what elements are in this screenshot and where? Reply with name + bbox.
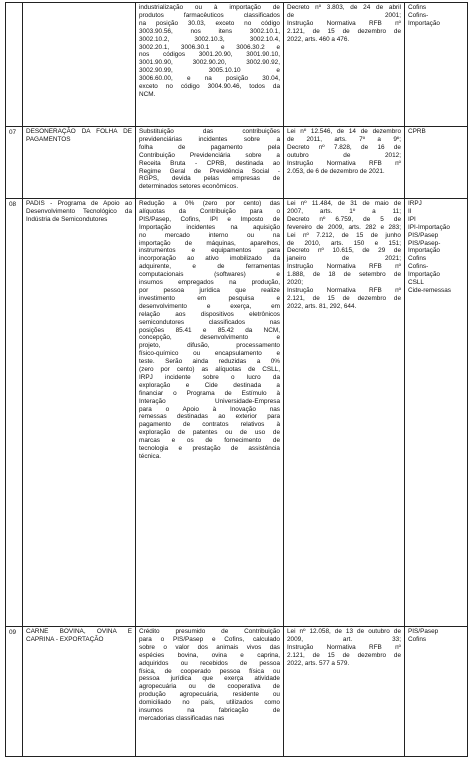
text-line: semicondutores classificados nas <box>139 318 280 326</box>
text-line: concepção, desenvolvimento e <box>139 334 280 342</box>
text-line: Interação Universidade-Empresa <box>139 397 280 405</box>
text-line: CAPRINA - EXPORTAÇÃO <box>26 635 104 643</box>
table-row <box>6 127 468 199</box>
text-line: industrialização ou à importação de <box>139 4 280 11</box>
legal-basis-cell <box>284 127 405 199</box>
text-line: remessas destinadas ao exterior para <box>139 413 280 421</box>
text-line: Instrução Normativa RFB nº <box>287 286 401 294</box>
text-line: CSLL <box>408 279 424 287</box>
text-line: para o PIS/Pasep e Cofins, calculado <box>139 635 280 643</box>
text-line: PIS/Pasep, Cofins, IPI e Imposto de <box>139 215 280 223</box>
text-line: Substituição das contribuições <box>139 128 280 135</box>
text-line: 3002.20.1, 3006.30.1 e 3006.30.2 e <box>139 43 280 51</box>
text-line: 3006.60.00, e na posição 30.04, <box>139 75 280 83</box>
text-line: 2022, arts. 81, 292, 644. <box>287 302 357 310</box>
text-line: 2.121, de 15 de dezembro de <box>287 294 401 302</box>
benefit-description-cell <box>136 3 284 127</box>
text-line: pagamento de contratos relativos à <box>139 421 280 429</box>
text-line: Cofins- <box>408 263 429 271</box>
text-line: 2.053, de 6 de dezembro de 2021. <box>287 167 385 175</box>
text-line: 2020; <box>287 279 303 287</box>
text-line: IRPJ <box>408 200 422 207</box>
benefit-description-cell <box>136 627 284 757</box>
legal-basis-cell <box>284 627 405 757</box>
benefit-title-cell <box>23 199 136 627</box>
text-line: 2.121, de 15 de dezembro de <box>287 27 401 35</box>
text-line: agropecuária ou de cooperativa de <box>139 683 280 691</box>
taxes-cell <box>405 627 468 757</box>
text-line: Cofins <box>408 635 427 643</box>
text-line: Contribuição Previdenciária sobre a <box>139 151 280 159</box>
text-line: (zero por cento) as alíquotas de CSLL, <box>139 366 280 374</box>
text-line: 3002.10.2, 3002.10.3, 3002.10.4, <box>139 35 280 43</box>
text-line: físico-químico ou encapsulamento e <box>139 350 280 358</box>
text-line: CARNE BOVINA, OVINA E <box>26 628 132 635</box>
text-line: Instrução Normativa RFB nº <box>287 19 401 27</box>
item-number: 07 <box>6 127 23 199</box>
text-line: Crédito presumido de Contribuição <box>139 628 280 635</box>
text-line: Lei nº 12.058, de 13 de outubro de <box>287 628 401 635</box>
text-line: outubro de 2012; <box>287 151 401 159</box>
text-line: relação aos dispositivos eletrônicos <box>139 310 280 318</box>
benefit-description-cell <box>136 127 284 199</box>
text-line: previdenciárias incidentes sobre a <box>139 135 280 143</box>
text-line: Decreto nº 3.803, de 24 de abril <box>287 4 401 11</box>
text-line: Importação incidentes na aquisição <box>139 223 280 231</box>
text-line: NCM. <box>139 90 156 98</box>
text-line: Cofins <box>408 4 427 11</box>
text-line: Instrução Normativa RFB nº <box>287 159 401 167</box>
text-line: 2009, art. 33; <box>287 635 401 643</box>
benefit-title-cell <box>23 3 136 127</box>
text-line: adquirente, e de ferramentas <box>139 263 280 271</box>
text-line: tecnologia e prestação de assistência <box>139 445 280 453</box>
text-line: pessoa jurídica que exerça atividade <box>139 675 280 683</box>
text-line: Decreto nº 7.828, de 16 de <box>287 143 401 151</box>
text-line: de 2011, arts. 7º a 9º; <box>287 135 401 143</box>
text-line: sobre o valor dos animais vivos das <box>139 643 280 651</box>
legal-basis-cell <box>284 3 405 127</box>
text-line: fevereiro de 2009, arts. 282 e 283; <box>287 223 401 231</box>
text-line: folha de pagamento pela <box>139 143 280 151</box>
text-line: para o Apoio à Inovação nas <box>139 405 280 413</box>
text-line: Desenvolvimento Tecnológico da <box>26 207 132 215</box>
legal-basis-cell <box>284 199 405 627</box>
item-number: 09 <box>6 627 23 757</box>
text-line: Instrução Normativa RFB nº <box>287 643 401 651</box>
text-line: computacionais (softwares) e <box>139 271 280 279</box>
text-line: 1.888, de 18 de setembro de <box>287 271 401 279</box>
text-line: exploração de patentes ou de uso de <box>139 429 280 437</box>
text-line: exploração e Cide destinada a <box>139 381 280 389</box>
text-line: na posição 30.03, exceto no código <box>139 19 280 27</box>
text-line: Indústria de Semicondutores <box>26 215 108 223</box>
text-line: produtos farmacêuticos classificados <box>139 11 280 19</box>
text-line: 3002.90.99, 3005.10.10 e <box>139 67 280 75</box>
text-line: insumos empregados na produção, <box>139 279 280 287</box>
text-line: Cide-remessas <box>408 286 451 294</box>
item-number <box>6 3 23 127</box>
text-line: domiciliado no país, utilizados como <box>139 699 280 707</box>
text-line: 2007, arts. 1º a 11; <box>287 207 401 215</box>
text-line: Lei nº 11.484, de 31 de maio de <box>287 200 401 207</box>
text-line: PADIS - Programa de Apoio ao <box>26 200 132 207</box>
text-line: espécies bovina, ovina e caprina, <box>139 651 280 659</box>
text-line: Cofins- <box>408 11 429 19</box>
text-line: PAGAMENTOS <box>26 135 71 143</box>
text-line: de 2010, arts. 150 e 151; <box>287 239 401 247</box>
table-row <box>6 199 468 627</box>
text-line: nos códigos 3001.20.90, 3001.90.10, <box>139 51 280 59</box>
text-line: marcas e os de fornecimento de <box>139 437 280 445</box>
text-line: projeto, difusão, processamento <box>139 342 280 350</box>
text-line: Decreto nº 10.615, de 29 de <box>287 247 401 255</box>
text-line: investimento em pesquisa e <box>139 294 280 302</box>
text-line: teste. Serão ainda reduzidas a 0% <box>139 358 280 366</box>
text-line: insumos na fabricação de <box>139 707 280 715</box>
text-line: Cofins <box>408 255 427 263</box>
text-line: 3003.90.56, nos itens 3002.10.1, <box>139 27 280 35</box>
text-line: PIS/Pasep- <box>408 239 441 247</box>
text-line: PIS/Pasep <box>408 628 439 635</box>
text-line: determinados setores econômicos. <box>139 183 239 191</box>
text-line: CPRB <box>408 128 426 135</box>
text-line: IRPJ incidente sobre o lucro da <box>139 373 280 381</box>
text-line: Regime Geral de Previdência Social - <box>139 167 280 175</box>
item-number: 08 <box>6 199 23 627</box>
benefit-title-cell <box>23 127 136 199</box>
benefit-description-cell <box>136 199 284 627</box>
text-line: adquiridos ou recebidos de pessoa <box>139 659 280 667</box>
text-line: no mercado interno ou na <box>139 231 280 239</box>
text-line: RGPS, devida pelas empresas de <box>139 175 280 183</box>
text-line: de 2001; <box>287 11 401 19</box>
table-row <box>6 3 468 127</box>
text-line: Importação <box>408 247 440 255</box>
text-line: Importação <box>408 271 440 279</box>
text-line: 2022, arts. 460 a 476. <box>287 35 350 43</box>
text-line: técnica. <box>139 453 162 460</box>
text-line: Decreto nº 6.759, de 5 de <box>287 215 401 223</box>
text-line: desenvolvimento e exerça, em <box>139 302 280 310</box>
text-line: exceto no código 3004.90.46, todos da <box>139 83 280 91</box>
text-line: posições 85.41 e 85.42 da NCM, <box>139 326 280 334</box>
text-line: Lei nº 12.546, de 14 de dezembro <box>287 128 401 135</box>
text-line: alíquotas da Contribuição para o <box>139 207 280 215</box>
text-line: mercadorias classificadas nas <box>139 714 225 722</box>
text-line: 2022, arts. 577 a 579. <box>287 659 350 667</box>
text-line: física, de cooperado pessoa física ou <box>139 667 280 675</box>
text-line: IPI <box>408 215 416 223</box>
tax-benefits-table <box>5 2 468 757</box>
text-line: Lei nº 7.212, de 15 de junho <box>287 231 401 239</box>
text-line: IPI-Importação <box>408 223 450 231</box>
table-row <box>6 627 468 757</box>
text-line: financiar o Programa de Estímulo à <box>139 389 280 397</box>
text-line: importação de máquinas, aparelhos, <box>139 239 280 247</box>
text-line: Importação <box>408 19 440 27</box>
text-line: PIS/Pasep <box>408 231 439 239</box>
text-line: Redução a 0% (zero por cento) das <box>139 200 280 207</box>
text-line: Instrução Normativa RFB nº <box>287 263 401 271</box>
text-line: DESONERAÇÃO DA FOLHA DE <box>26 128 132 135</box>
text-line: instrumentos e equipamentos para <box>139 247 280 255</box>
benefit-title-cell <box>23 627 136 757</box>
text-line: produção agropecuária, residente ou <box>139 691 280 699</box>
taxes-cell <box>405 3 468 127</box>
text-line: por pessoa jurídica que realize <box>139 286 280 294</box>
text-line: 3001.90.90, 3002.90.20, 3002.90.92, <box>139 59 280 67</box>
taxes-cell <box>405 199 468 627</box>
text-line: janeiro de 2021; <box>287 255 401 263</box>
taxes-cell <box>405 127 468 199</box>
text-line: 2.121, de 15 de dezembro de <box>287 651 401 659</box>
text-line: Receita Bruta - CPRB, destinada ao <box>139 159 280 167</box>
text-line: incorporação ao ativo imobilizado da <box>139 255 280 263</box>
text-line: II <box>408 207 412 215</box>
